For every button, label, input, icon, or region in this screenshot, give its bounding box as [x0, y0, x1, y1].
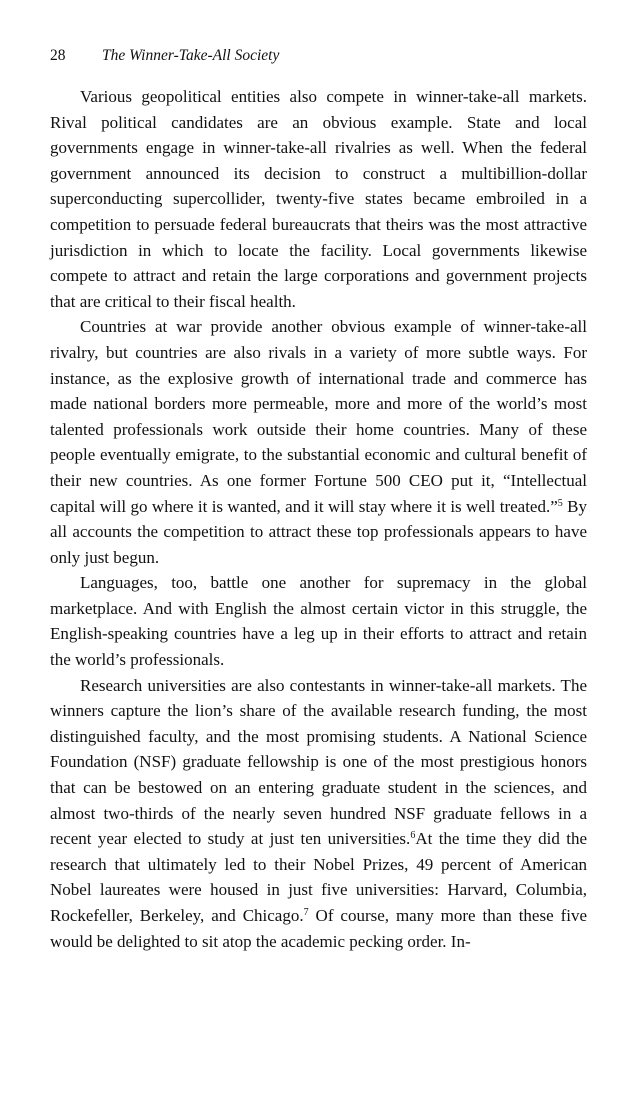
paragraph-text: Research universities are also contestants in winner-take-all markets. The winners capture the lion’s share of the available research funding, the most distinguished faculty, and the most promising students. A National Science Foundation (NSF) graduate fellowship is one of the most prestigious honors that can be bestowed on an entering graduate student in the sciences, and almost two-thirds of the nearly seven hundred NSF graduate fellows in a recent year elected to study at just ten universities. [50, 675, 587, 849]
footnote-marker: 7 [303, 907, 309, 918]
footnote-marker: 6 [410, 830, 416, 842]
page-number: 28 [50, 47, 66, 64]
footnote-marker: 5 [557, 497, 563, 509]
paragraph-countries [50, 314, 587, 570]
paragraph-text: Countries at war provide another obvious example of winner-take-all rivalry, but countries are also rivals in a variety of more subtle ways. For instance, as the explosive growth of international trade and commerce has made national borders more permeable, more and more of the world’s most talented professionals work outside their home countries. Many of these people eventually emigrate, to the substantial economic and cultural benefit of their new countries. As one former Fortune 500 CEO put it, “Intellectual capital will go where it is wanted, and it will stay where it is well treated.” [50, 317, 587, 516]
paragraph-text: Various geopolitical entities also compete in winner-take-all markets. Rival political candidates are an obvious example. State and local governments engage in winner-take-all rivalries as well. When the federal government announced its decision to construct a multibillion-dollar superconducting supercollider, twenty-five states became embroiled in a competition to persuade federal bureaucrats that theirs was the most attractive jurisdiction in which to locate the facility. Local governments likewise compete to attract and retain the large corporations and government projects that are critical to their fiscal health. [50, 87, 587, 311]
paragraph-text: Languages, too, battle one another for supremacy in the global marketplace. And with English the almost certain victor in this struggle, the English-speaking countries have a leg up in their efforts to attract and retain the world’s professionals. [50, 573, 587, 670]
running-head [50, 44, 587, 68]
paragraph-universities [50, 673, 587, 955]
book-title: The Winner-Take-All Society [102, 47, 280, 64]
paragraph-languages [50, 570, 587, 672]
paragraph-text: At the time they did the research that ultimately led to their Nobel Prizes, 49 percent of American Nobel laureates were housed in just five universities: Harvard, Columbia, Rockefeller, Berkeley, and Chicago. [50, 829, 588, 925]
paragraph-text: By all accounts the competition to attract these top professionals appears to have only just begun. [50, 496, 587, 567]
paragraph-entities [50, 84, 587, 314]
book-page [50, 44, 587, 954]
paragraph-text: Of course, many more than these five would be delighted to sit atop the academic pecking order. In- [50, 906, 587, 951]
body-text [50, 84, 587, 954]
